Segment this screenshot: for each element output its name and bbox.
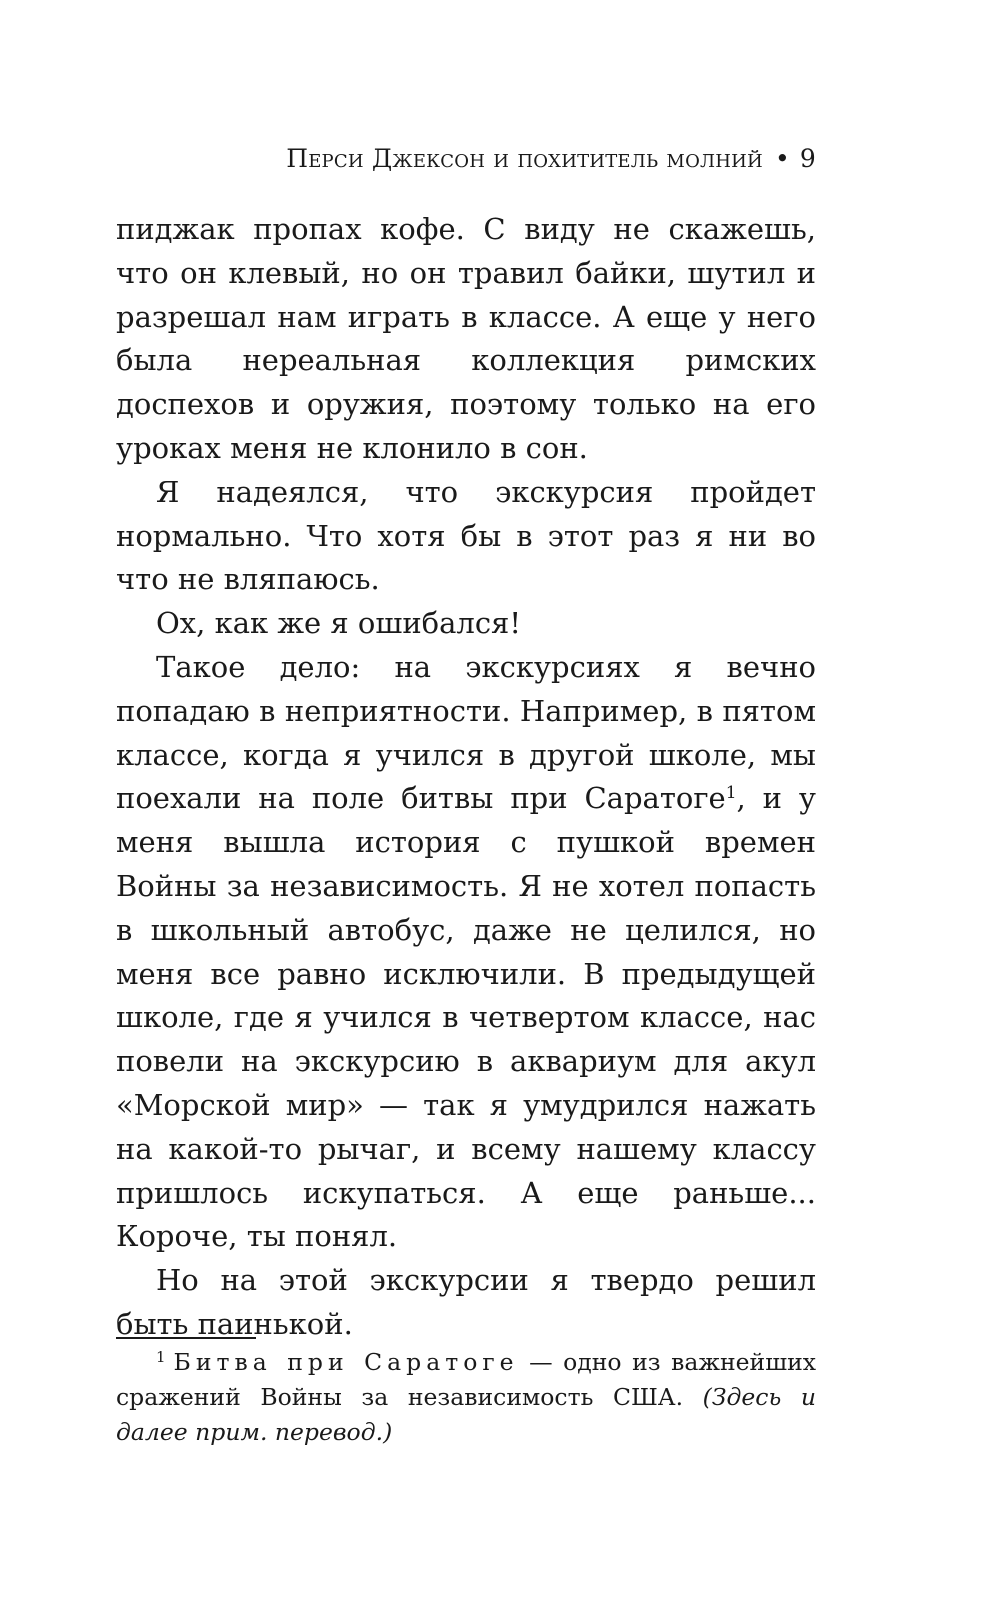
paragraph-4-part-1: Такое дело: на экскурсиях я вечно попадаю в неприятности. Например, в пятом классе, когда я учился в другой школе, мы поехали на поле битвы при Саратоге bbox=[116, 649, 816, 816]
paragraph-5: Но на этой экскурсии я твердо решил быть паинькой. bbox=[116, 1263, 816, 1341]
footnote-divider bbox=[116, 1337, 256, 1339]
footnote-term: Битва при Саратоге bbox=[173, 1348, 519, 1376]
footnote-note: (Здесь и далее прим. перевод.) bbox=[116, 1383, 816, 1446]
footnote-mark: 1 bbox=[156, 1348, 166, 1366]
header-separator: • bbox=[774, 144, 790, 173]
page-number: 9 bbox=[799, 144, 816, 173]
footnote-reference: 1 bbox=[725, 783, 737, 804]
paragraph-3: Ох, как же я ошибался! bbox=[156, 606, 522, 641]
paragraph-4 bbox=[116, 646, 816, 1259]
paragraph-4-part-2: , и у меня вышла история с пушкой времен Войны за независимость. Я не хотел попасть в школьный автобус, даже не целился, но меня все равно исключили. В предыдущей школе, где я учился в четвертом классе, нас повели на экскурсию в аквариум для акул «Морской мир» — так я умудрился нажать на какой-то рычаг, и всему нашему классу пришлось искупаться. А еще раньше... Короче, ты понял. bbox=[116, 781, 816, 1254]
paragraph-1: пиджак пропах кофе. С виду не скажешь, что он клевый, но он травил байки, шутил и разрешал нам играть в классе. А еще у него была нереальная коллекция римских доспехов и оружия, поэтому только на его уроках меня не клонило в сон. bbox=[116, 212, 816, 465]
footnote-text: — одно из важнейших сражений Войны за независимость США. bbox=[116, 1348, 816, 1411]
main-text bbox=[116, 208, 816, 1347]
running-header bbox=[116, 142, 816, 176]
footnote bbox=[116, 1345, 816, 1450]
book-title: Перси Джексон и похититель молний bbox=[286, 144, 763, 173]
paragraph-2: Я надеялся, что экскурсия пройдет нормально. Что хотя бы в этот раз я ни во что не вляпаюсь. bbox=[116, 474, 816, 597]
